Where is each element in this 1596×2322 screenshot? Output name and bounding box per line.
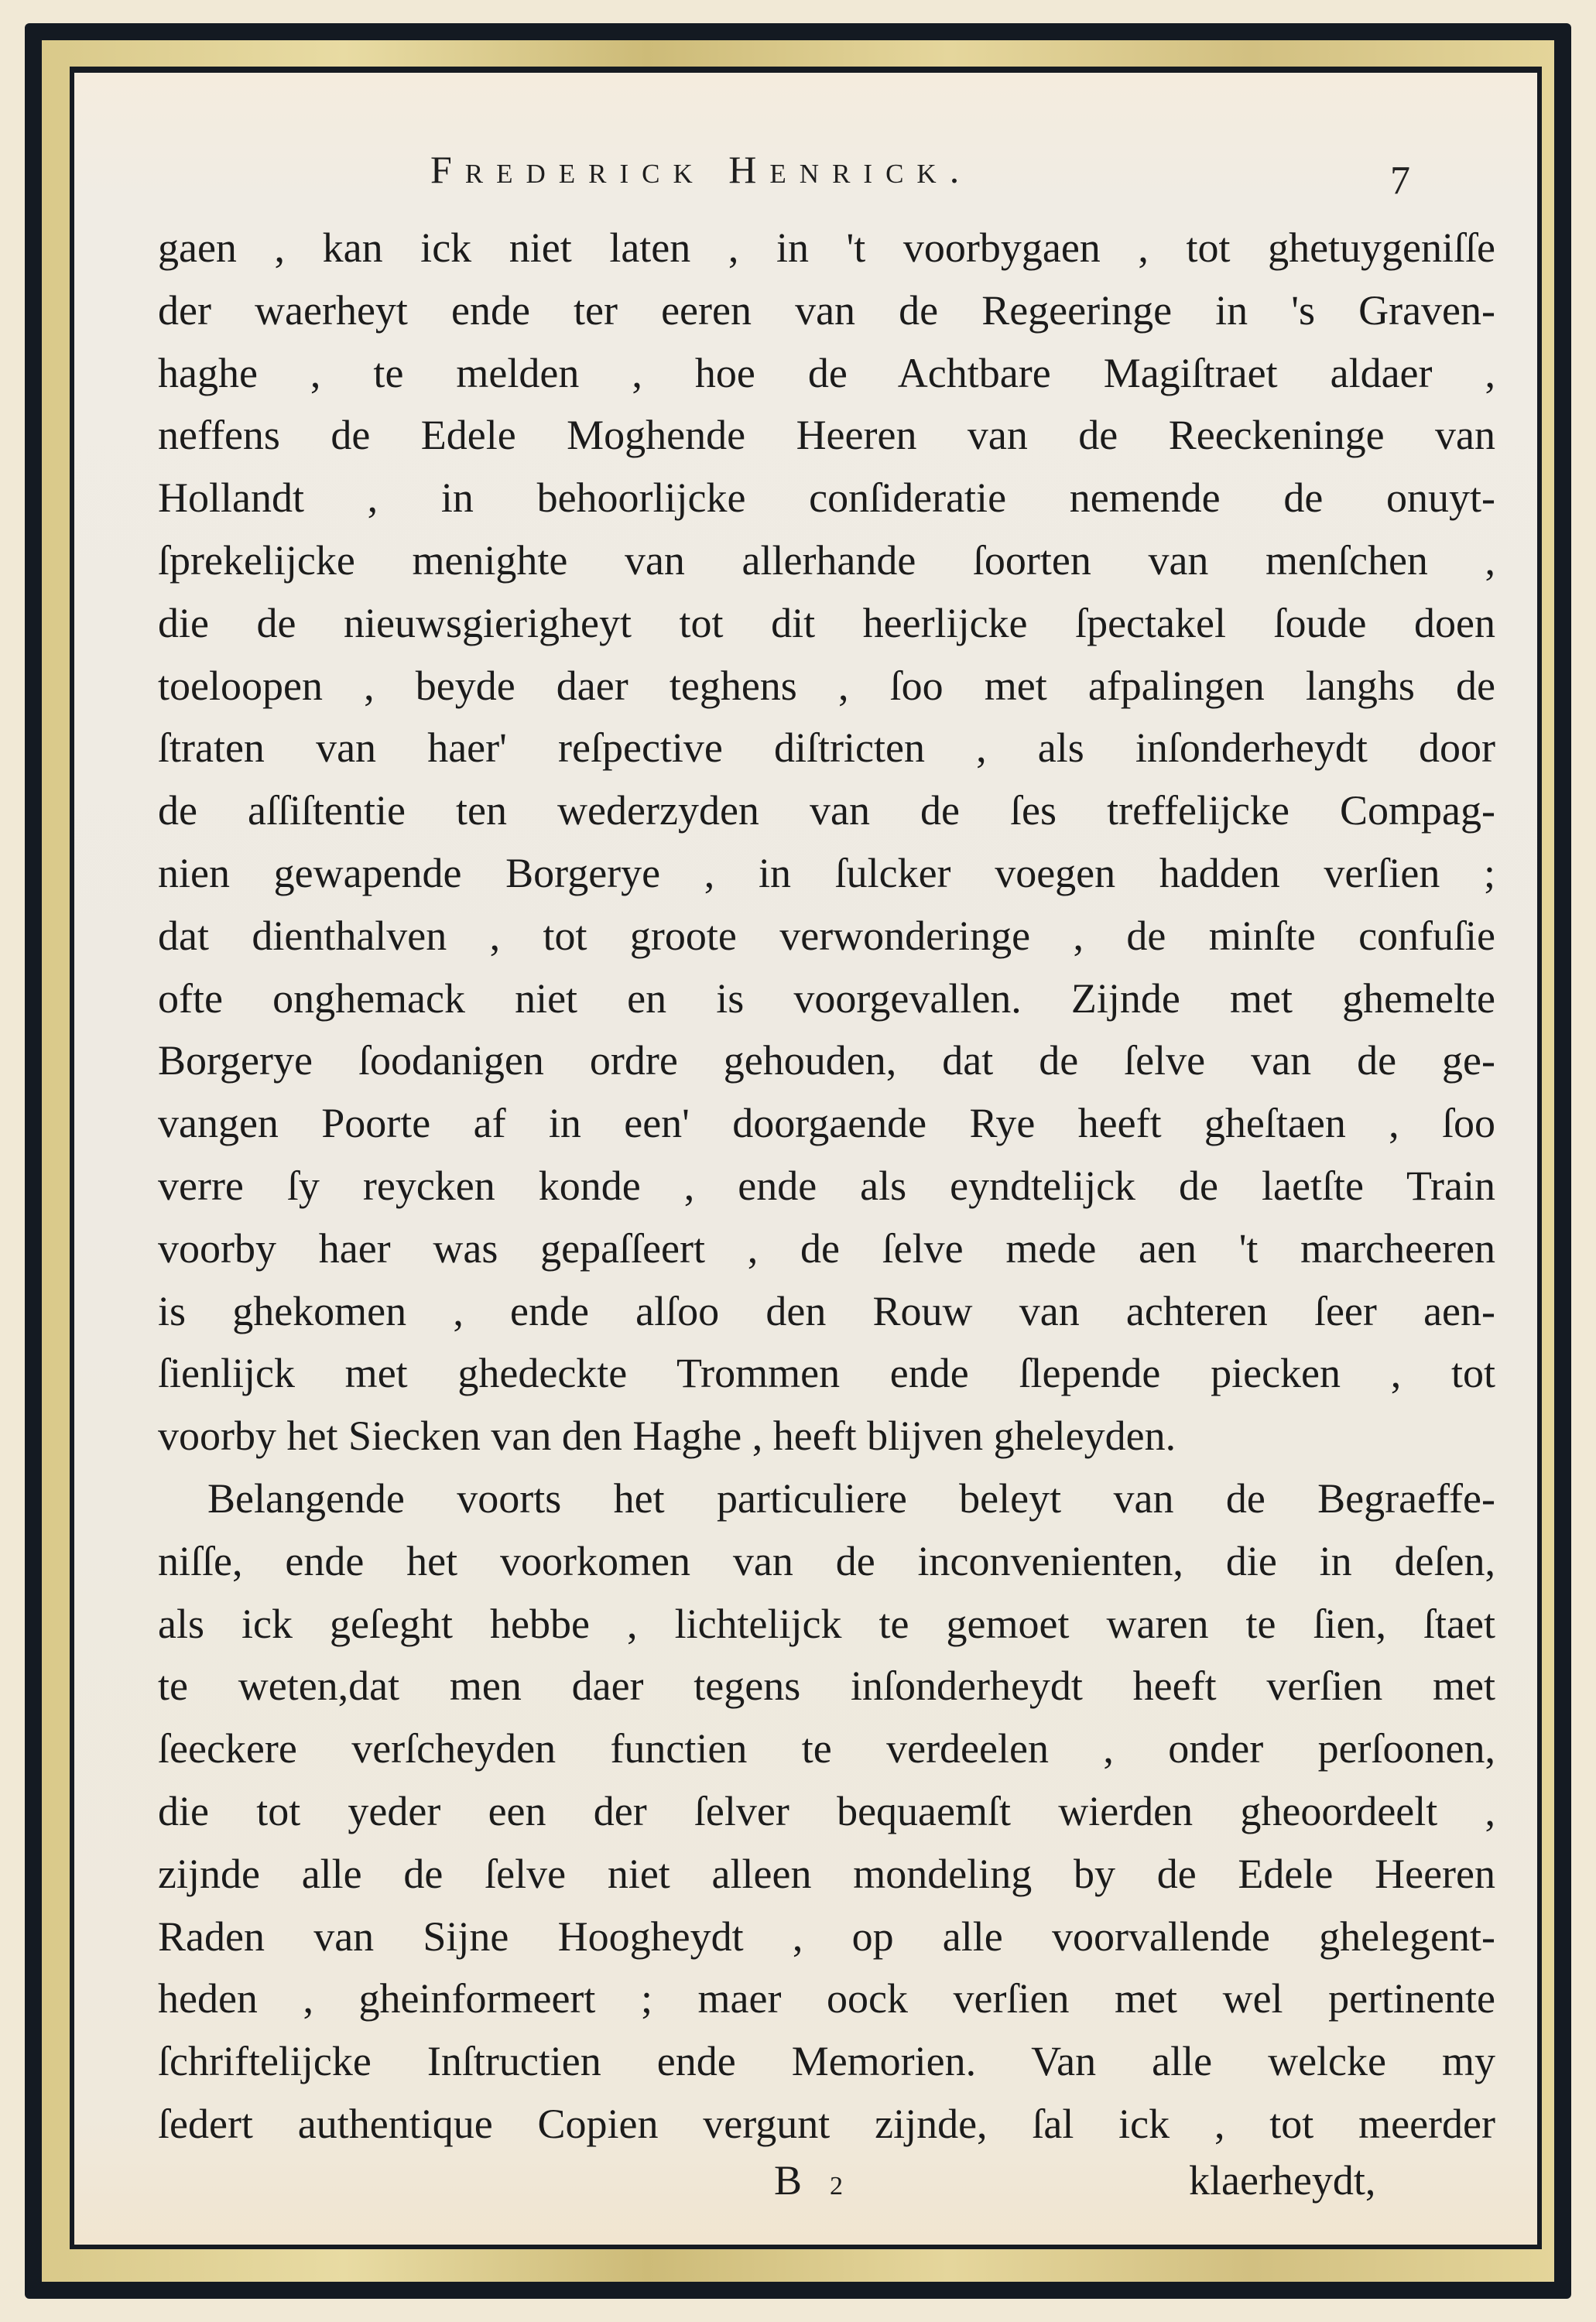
- text-line: niſſe, ende het voorkomen van de inconvenienten, die in deſen,: [158, 1537, 1495, 1584]
- text-line: te weten,dat men daer tegens inſonderheydt heeft verſien met: [158, 1663, 1495, 1710]
- text-line: Raden van Sijne Hoogheydt , op alle voorvallende ghelegent-: [158, 1913, 1495, 1960]
- text-line: haghe , te melden , hoe de Achtbare Magiſtraet aldaer ,: [158, 349, 1495, 396]
- text-line: ofte onghemack niet en is voorgevallen. Zijnde met ghemelte: [158, 974, 1495, 1022]
- running-head: [74, 147, 1537, 201]
- running-head-title: Frederick Henrick.: [430, 148, 973, 191]
- text-line: gaen , kan ick niet laten , in 't voorbygaen , tot ghetuygeniſſe: [158, 224, 1495, 271]
- text-line: ſienlijck met ghedeckte Trommen ende ſlepende piecken , tot: [158, 1350, 1495, 1397]
- text-line: als ick geſeght hebbe , lichtelijck te gemoet waren te ſien, ſtaet: [158, 1600, 1495, 1647]
- text-line: toeloopen , beyde daer teghens , ſoo met afpalingen langhs de: [158, 662, 1495, 709]
- text-line: ſeeckere verſcheyden functien te verdeelen , onder perſoonen,: [158, 1725, 1495, 1772]
- text-line: Borgerye ſoodanigen ordre gehouden, dat de ſelve van de ge-: [158, 1037, 1495, 1084]
- text-line: de aſſiſtentie ten wederzyden van de ſes treffelijcke Compag-: [158, 787, 1495, 834]
- body-text: [158, 217, 1495, 2156]
- text-line: der waerheyt ende ter eeren van de Regeeringe in 's Graven-: [158, 286, 1495, 334]
- text-line: die tot yeder een der ſelver bequaemſt wierden gheoordeelt ,: [158, 1787, 1495, 1834]
- catchword: klaerheydt,: [1189, 2157, 1376, 2204]
- signature-mark-number: 2: [830, 2172, 843, 2200]
- paragraph-start-line: Belangende voorts het particuliere beleyt van de Begraeffe-: [207, 1474, 1495, 1522]
- text-line: ſtraten van haer' reſpective diſtricten , als inſonderheydt door: [158, 724, 1495, 772]
- text-line: dat dienthalven , tot groote verwonderinge , de minſte confuſie: [158, 912, 1495, 959]
- text-line: vangen Poorte af in een' doorgaende Rye heeft gheſtaen , ſoo: [158, 1100, 1495, 1147]
- text-line: is ghekomen , ende alſoo den Rouw van achteren ſeer aen-: [158, 1287, 1495, 1334]
- text-line: ſedert authentique Copien vergunt zijnde, ſal ick , tot meerder: [158, 2100, 1495, 2147]
- signature-mark-letter: B: [774, 2157, 803, 2204]
- text-line: ſchriftelijcke Inſtructien ende Memorien. Van alle welcke my: [158, 2038, 1495, 2085]
- text-line: neffens de Edele Moghende Heeren van de Reeckeninge van: [158, 412, 1495, 459]
- page-number: 7: [1390, 159, 1410, 203]
- text-line: voorby haer was gepaſſeert , de ſelve mede aen 't marcheeren: [158, 1224, 1495, 1272]
- text-line: voorby het Siecken van den Haghe , heeft blijven gheleyden.: [158, 1413, 1176, 1460]
- text-line: verre ſy reycken konde , ende als eyndtelijck de laetſte Train: [158, 1162, 1495, 1209]
- text-line: nien gewapende Borgerye , in ſulcker voegen hadden verſien ;: [158, 849, 1495, 896]
- text-line: heden , gheinformeert ; maer oock verſien met wel pertinente: [158, 1975, 1495, 2022]
- printed-page: [74, 73, 1537, 2245]
- text-line: Hollandt , in behoorlijcke conſideratie nemende de onuyt-: [158, 474, 1495, 522]
- text-line: die de nieuwsgierigheyt tot dit heerlijcke ſpectakel ſoude doen: [158, 599, 1495, 646]
- text-line: zijnde alle de ſelve niet alleen mondeling by de Edele Heeren: [158, 1850, 1495, 1897]
- page-footer: [74, 2156, 1537, 2218]
- text-line: ſprekelijcke menighte van allerhande ſoorten van menſchen ,: [158, 536, 1495, 584]
